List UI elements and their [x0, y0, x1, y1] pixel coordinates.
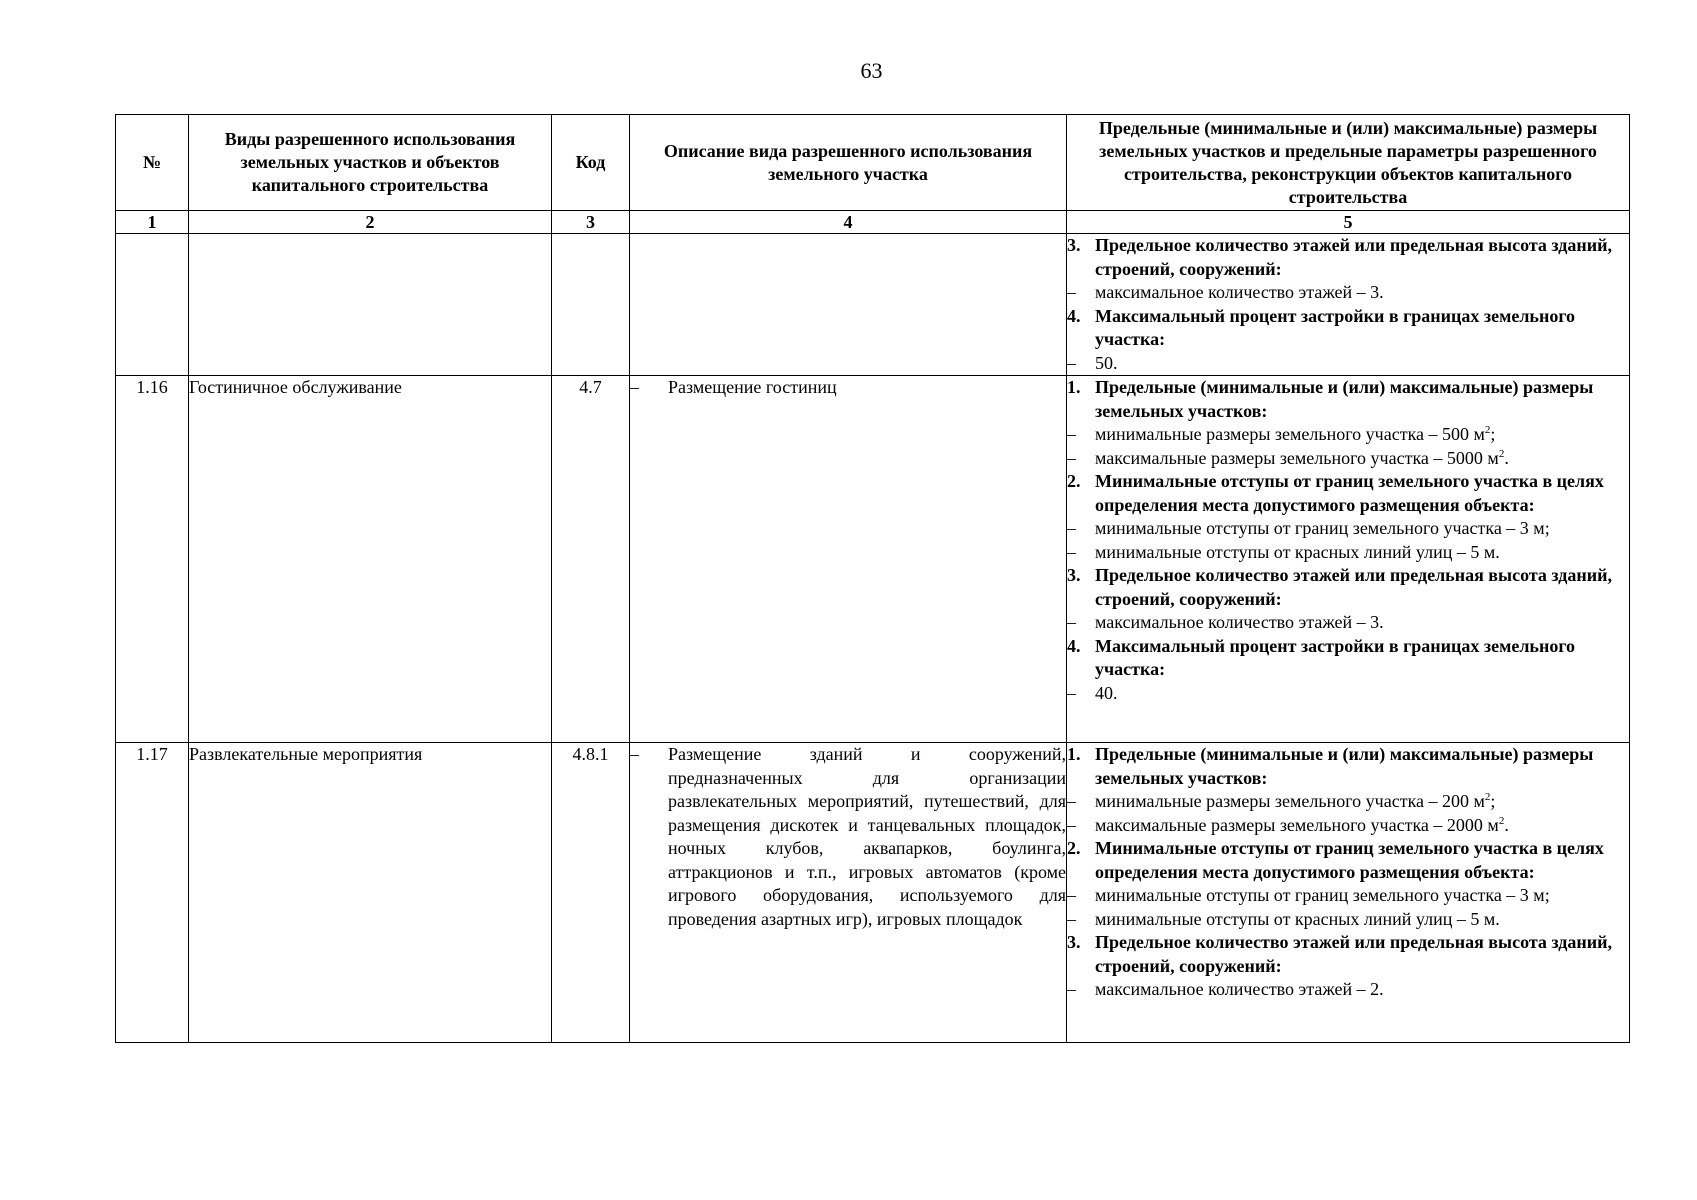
- code-cell: [552, 234, 630, 376]
- parameter-text: [1095, 611, 1629, 635]
- parameters-cell: [1067, 743, 1630, 1043]
- parameter-text: [1095, 305, 1629, 352]
- item-marker: –: [1067, 612, 1076, 632]
- item-marker: –: [1067, 885, 1076, 905]
- dash-marker: –: [630, 377, 639, 397]
- use-code: 4.7: [579, 377, 602, 397]
- parameter-heading: [1067, 234, 1629, 281]
- parameter-text: [1095, 682, 1629, 706]
- item-marker: 3.: [1067, 932, 1081, 952]
- parameter-text: [1095, 376, 1629, 423]
- parameter-text: [1095, 423, 1629, 447]
- superscript: 2: [1498, 447, 1505, 460]
- parameter-text-main: максимальное количество этажей – 3.: [1095, 612, 1384, 632]
- item-marker: 3.: [1067, 235, 1081, 255]
- column-number-row: [116, 211, 1630, 234]
- parameter-text-main: 50.: [1095, 352, 1118, 373]
- parameter-text-main: Предельные (минимальные и (или) максимальные) размеры земельных участков:: [1095, 744, 1594, 788]
- column-number: 2: [189, 211, 552, 234]
- parameter-text-main: минимальные размеры земельного участка – 500 м: [1095, 424, 1485, 444]
- item-marker: –: [1067, 518, 1076, 538]
- parameter-text-main: минимальные отступы от красных линий улиц – 5 м.: [1095, 541, 1500, 562]
- parameter-value: [1067, 790, 1629, 814]
- header-use-type: Виды разрешенного использования земельных участков и объектов капитального строительства: [189, 115, 552, 211]
- parameter-value: [1067, 884, 1629, 908]
- item-marker: –: [1067, 282, 1076, 302]
- parameter-heading: [1067, 837, 1629, 884]
- parameter-heading: [1067, 470, 1629, 517]
- land-use-table: [115, 114, 1630, 1043]
- header-description: Описание вида разрешенного использования земельного участка: [630, 115, 1067, 211]
- use-type-cell: [189, 376, 552, 743]
- parameter-text-main: минимальные размеры земельного участка – 200 м: [1095, 791, 1485, 811]
- parameter-text: [1095, 908, 1629, 932]
- item-marker: –: [1067, 979, 1076, 999]
- use-type-name: Развлекательные мероприятия: [189, 744, 423, 764]
- parameter-text-main: 40.: [1095, 682, 1118, 703]
- parameter-text: [1095, 743, 1629, 790]
- parameter-value: [1067, 447, 1629, 471]
- parameters-cell: [1067, 376, 1630, 743]
- parameter-value: [1067, 541, 1629, 565]
- row-number: 1.16: [136, 377, 168, 397]
- use-type-name: Гостиничное обслуживание: [189, 377, 402, 397]
- parameter-text-main: максимальные размеры земельного участка – 2000 м: [1095, 814, 1499, 835]
- row-number-cell: [116, 743, 189, 1043]
- column-number: 5: [1067, 211, 1630, 234]
- description-cell: [630, 743, 1067, 1043]
- parameter-value: [1067, 908, 1629, 932]
- parameter-heading: [1067, 743, 1629, 790]
- parameter-text-main: минимальные отступы от красных линий улиц – 5 м.: [1095, 908, 1500, 929]
- parameter-heading: [1067, 376, 1629, 423]
- parameter-text-main: Предельное количество этажей или предельная высота зданий, строений, сооружений:: [1095, 235, 1613, 279]
- parameter-heading: [1067, 931, 1629, 978]
- parameter-text-main: минимальные отступы от границ земельного участка – 3 м;: [1095, 518, 1550, 538]
- parameter-text: [1095, 470, 1629, 517]
- parameter-value: [1067, 423, 1629, 447]
- header-number: №: [116, 115, 189, 211]
- item-marker: –: [1067, 352, 1076, 373]
- parameter-text: [1095, 281, 1629, 305]
- use-type-cell: [189, 743, 552, 1043]
- parameter-text: [1095, 790, 1629, 814]
- parameter-text: [1095, 837, 1629, 884]
- header-code: Код: [552, 115, 630, 211]
- parameter-text: [1095, 234, 1629, 281]
- item-marker: –: [1067, 814, 1076, 835]
- parameter-text: [1095, 447, 1629, 471]
- parameter-text: [1095, 564, 1629, 611]
- column-number: 3: [552, 211, 630, 234]
- item-marker: 4.: [1067, 635, 1081, 656]
- parameter-text-main: Предельное количество этажей или предельная высота зданий, строений, сооружений:: [1095, 932, 1613, 976]
- parameter-text-main: Максимальный процент застройки в границах земельного участка:: [1095, 305, 1576, 349]
- parameters-cell: [1067, 234, 1630, 376]
- page-number: 63: [860, 58, 883, 83]
- header-parameters: Предельные (минимальные и (или) максимальные) размеры земельных участков и предельные параметры разрешенного строительства, реконструкции объектов капитального строительства: [1067, 115, 1630, 211]
- parameter-text-suffix: .: [1504, 814, 1509, 835]
- code-cell: [552, 376, 630, 743]
- parameter-text-main: Минимальные отступы от границ земельного участка в целях определения места допустимого размещения объекта:: [1095, 471, 1604, 515]
- header-row: [116, 115, 1630, 211]
- row-number-cell: [116, 376, 189, 743]
- parameter-value: [1067, 978, 1629, 1002]
- parameter-text-main: минимальные отступы от границ земельного участка – 3 м;: [1095, 885, 1550, 905]
- description-cell: [630, 376, 1067, 743]
- row-number-cell: [116, 234, 189, 376]
- table-row: [116, 234, 1630, 376]
- superscript: 2: [1498, 814, 1505, 827]
- parameter-value: [1067, 611, 1629, 635]
- parameter-text: [1095, 541, 1629, 565]
- parameter-value: [1067, 814, 1629, 838]
- item-marker: 1.: [1067, 377, 1081, 397]
- parameter-text-suffix: ;: [1490, 424, 1496, 444]
- superscript: 2: [1484, 424, 1491, 436]
- parameter-text-main: Предельные (минимальные и (или) максимальные) размеры земельных участков:: [1095, 377, 1594, 421]
- use-type-cell: [189, 234, 552, 376]
- parameter-text: [1095, 635, 1629, 682]
- parameter-value: [1067, 281, 1629, 305]
- item-marker: 2.: [1067, 471, 1081, 491]
- parameter-value: [1067, 517, 1629, 541]
- item-marker: –: [1067, 447, 1076, 468]
- parameter-heading: [1067, 305, 1629, 352]
- item-marker: –: [1067, 682, 1076, 703]
- parameter-text: [1095, 931, 1629, 978]
- parameter-text-suffix: ;: [1490, 791, 1496, 811]
- description-text: Размещение гостиниц: [668, 377, 837, 397]
- description-cell: [630, 234, 1067, 376]
- item-marker: 4.: [1067, 305, 1081, 326]
- parameter-text: [1095, 978, 1629, 1002]
- superscript: 2: [1484, 791, 1491, 803]
- item-marker: 2.: [1067, 838, 1081, 858]
- column-number: 4: [630, 211, 1067, 234]
- table-row: [116, 743, 1630, 1043]
- item-marker: –: [1067, 908, 1076, 929]
- code-cell: [552, 743, 630, 1043]
- description-item: [630, 743, 1066, 931]
- item-marker: 3.: [1067, 565, 1081, 585]
- parameter-value: [1067, 682, 1629, 706]
- description-item: [630, 376, 1066, 400]
- parameter-value: [1067, 352, 1629, 376]
- column-number: 1: [116, 211, 189, 234]
- parameter-text: [1095, 814, 1629, 838]
- parameter-text-suffix: .: [1504, 447, 1509, 468]
- parameter-text-main: Максимальный процент застройки в границах земельного участка:: [1095, 635, 1576, 679]
- parameter-text-main: максимальное количество этажей – 3.: [1095, 282, 1384, 302]
- parameter-text-main: Минимальные отступы от границ земельного участка в целях определения места допустимого размещения объекта:: [1095, 838, 1604, 882]
- parameter-heading: [1067, 635, 1629, 682]
- dash-marker: –: [630, 744, 639, 764]
- use-code: 4.8.1: [572, 744, 609, 764]
- parameter-text: [1095, 352, 1629, 376]
- item-marker: –: [1067, 541, 1076, 562]
- row-number: 1.17: [136, 744, 168, 764]
- table-row: [116, 376, 1630, 743]
- item-marker: 1.: [1067, 744, 1081, 764]
- item-marker: –: [1067, 424, 1076, 444]
- parameter-heading: [1067, 564, 1629, 611]
- description-text: Размещение зданий и сооружений, предназначенных для организации развлекательных мероприятий, путешествий, для размещения дискотек и танцевальных площадок, ночных клубов, аквапарков, боулинга, аттракционов и т.п., игровых автоматов (кроме игрового оборудования, используемого для проведения азартных игр), игровых площадок: [668, 744, 1066, 929]
- parameter-text: [1095, 517, 1629, 541]
- item-marker: –: [1067, 791, 1076, 811]
- parameter-text-main: максимальные размеры земельного участка – 5000 м: [1095, 447, 1499, 468]
- parameter-text-main: Предельное количество этажей или предельная высота зданий, строений, сооружений:: [1095, 565, 1613, 609]
- parameter-text: [1095, 884, 1629, 908]
- parameter-text-main: максимальное количество этажей – 2.: [1095, 979, 1384, 999]
